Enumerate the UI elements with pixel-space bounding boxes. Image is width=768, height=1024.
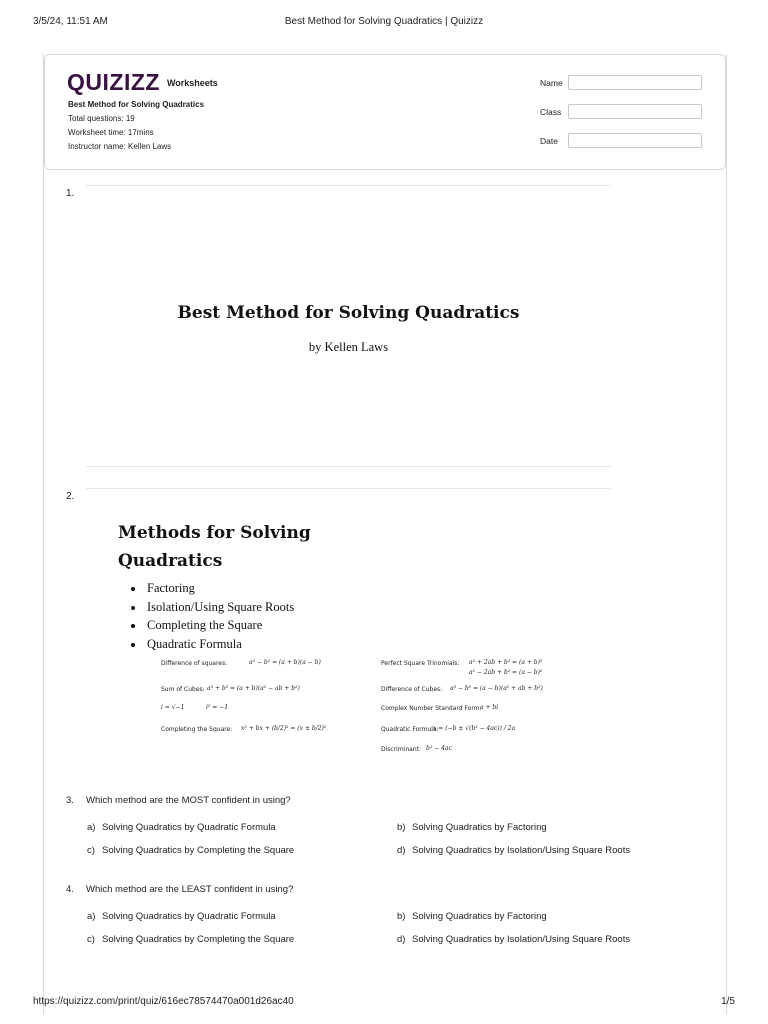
diff-squares-label: Difference of squares:	[161, 660, 228, 667]
option-c[interactable]	[87, 934, 294, 945]
option-text: Solving Quadratics by Isolation/Using Square Roots	[412, 845, 631, 856]
i-squared: i² = −1	[206, 704, 229, 711]
question-text: Which method are the MOST confident in using?	[86, 795, 291, 806]
logo-wordmark: QUIZIZZ	[67, 69, 160, 95]
option-b[interactable]	[397, 822, 547, 833]
slide-title-line-2: Quadratics	[118, 551, 223, 571]
quadratic-formula-label: Quadratic Formula:	[381, 726, 439, 733]
print-page-title: Best Method for Solving Quadratics | Quizizz	[284, 16, 484, 27]
option-letter: d)	[397, 934, 406, 945]
print-page-number: 1/5	[721, 996, 735, 1007]
methods-slide	[86, 488, 611, 769]
sum-cubes-expr: a³ + b³ = (a + b)(a² − ab + b²)	[207, 685, 300, 692]
worksheet-title: Best Method for Solving Quadratics	[68, 100, 205, 109]
list-item: • Factoring	[145, 579, 294, 598]
option-d[interactable]	[397, 934, 630, 945]
option-text: Solving Quadratics by Quadratic Formula	[102, 822, 276, 833]
name-field-row	[540, 75, 702, 90]
question-number: 4.	[66, 884, 74, 895]
option-letter: d)	[397, 845, 406, 856]
total-questions: Total questions: 19	[68, 114, 135, 123]
option-text: Solving Quadratics by Factoring	[412, 822, 547, 833]
quadratic-formula-expr: x = (−b ± √(b² − 4ac)) / 2a	[433, 725, 516, 732]
option-a[interactable]	[87, 911, 276, 922]
option-letter: a)	[87, 822, 96, 833]
completing-square-expr: x² + bx + (b/2)² = (x ± b/2)²	[241, 725, 327, 732]
slide-title: Best Method for Solving Quadratics	[177, 303, 520, 323]
discriminant-expr: b² − 4ac	[426, 745, 452, 752]
option-d[interactable]	[397, 845, 630, 856]
methods-list	[132, 579, 294, 653]
perfect-square-expr-1: a² + 2ab + b² = (a + b)²	[469, 659, 543, 666]
list-item: • Completing the Square	[145, 616, 294, 635]
class-label: Class	[540, 106, 562, 117]
title-slide	[86, 185, 611, 467]
sum-cubes-label: Sum of Cubes:	[161, 686, 205, 693]
date-label: Date	[540, 135, 558, 146]
option-text: Solving Quadratics by Factoring	[412, 911, 547, 922]
option-letter: b)	[397, 822, 406, 833]
instructor-name: Instructor name: Kellen Laws	[68, 142, 172, 151]
list-item: • Isolation/Using Square Roots	[145, 598, 294, 617]
logo-sub-label: Worksheets	[166, 77, 218, 88]
item-number: 2.	[66, 491, 75, 502]
slide-author: by Kellen Laws	[308, 340, 389, 354]
name-field[interactable]	[568, 75, 702, 90]
worksheet-time: Worksheet time: 17mins	[68, 128, 154, 137]
completing-square-label: Completing the Square:	[161, 726, 233, 733]
option-letter: c)	[87, 934, 95, 945]
quizizz-logo	[67, 69, 218, 96]
slide-title-line-1: Methods for Solving	[118, 523, 311, 543]
name-label: Name	[540, 77, 563, 88]
option-text: Solving Quadratics by Isolation/Using Square Roots	[412, 934, 631, 945]
option-text: Solving Quadratics by Completing the Square	[102, 845, 295, 856]
option-letter: b)	[397, 911, 406, 922]
list-item: • Quadratic Formula	[145, 635, 294, 654]
option-c[interactable]	[87, 845, 294, 856]
discriminant-label: Discriminant:	[381, 746, 422, 753]
question-text: Which method are the LEAST confident in using?	[86, 884, 294, 895]
print-datetime: 3/5/24, 11:51 AM	[33, 16, 108, 27]
question-4	[66, 884, 294, 895]
class-field-row	[540, 104, 702, 119]
option-letter: c)	[87, 845, 95, 856]
option-b[interactable]	[397, 911, 547, 922]
question-number: 3.	[66, 795, 74, 806]
question-3	[66, 795, 291, 806]
diff-squares-expr: a² − b² = (a + b)(a − b)	[249, 659, 321, 666]
option-text: Solving Quadratics by Quadratic Formula	[102, 911, 276, 922]
option-letter: a)	[87, 911, 96, 922]
date-field[interactable]	[568, 133, 702, 148]
item-number: 1.	[66, 188, 75, 199]
option-text: Solving Quadratics by Completing the Square	[102, 934, 295, 945]
date-field-row	[540, 133, 702, 148]
complex-form-label: Complex Number Standard Form:	[381, 705, 482, 712]
imaginary-unit: i = √−1	[161, 704, 185, 711]
print-url: https://quizizz.com/print/quiz/616ec78574470a001d26ac40	[33, 996, 294, 1007]
worksheet-header-card	[44, 54, 726, 170]
class-field[interactable]	[568, 104, 702, 119]
perfect-square-label: Perfect Square Trinomials:	[381, 660, 460, 667]
complex-form-expr: a + bi	[480, 704, 499, 711]
diff-cubes-label: Difference of Cubes:	[381, 686, 443, 693]
diff-cubes-expr: a³ − b³ = (a − b)(a² + ab + b²)	[450, 685, 543, 692]
perfect-square-expr-2: a² − 2ab + b² = (a − b)²	[469, 669, 543, 676]
option-a[interactable]	[87, 822, 276, 833]
